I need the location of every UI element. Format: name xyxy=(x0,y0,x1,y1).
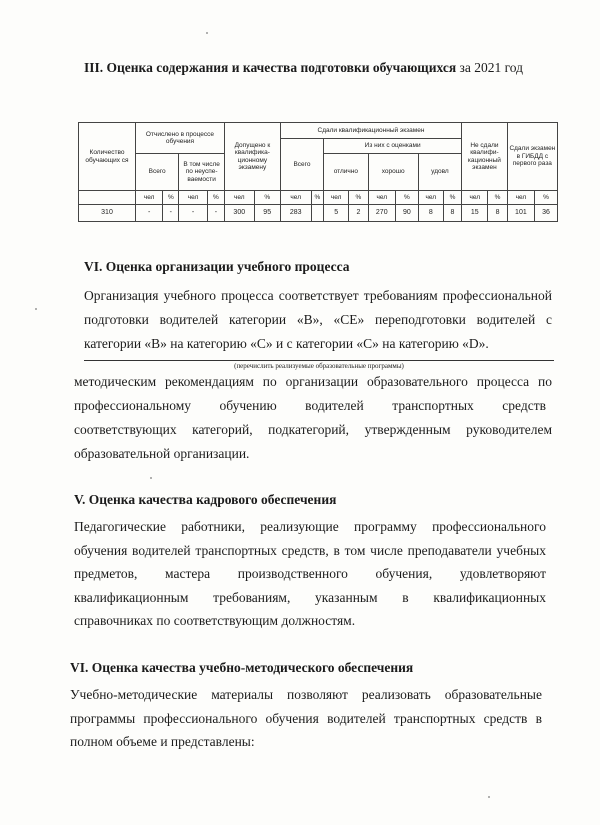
header-admitted: Допущено к квалифика-ционному экзамену xyxy=(224,123,280,191)
header-excellent: отлично xyxy=(324,154,368,191)
data-cell: 15 xyxy=(462,205,488,222)
section-method-line-1: Учебно-методические материалы позволяют реализовать образовательные xyxy=(70,687,542,702)
unit-cell: % xyxy=(395,191,418,205)
section-org-line-5: профессиональному обучению водителей транспортных средств xyxy=(74,398,546,413)
data-cell: - xyxy=(163,205,179,222)
exam-results-table xyxy=(78,122,558,222)
section-method-line-3: полном объеме и представлены: xyxy=(70,734,255,749)
data-cell: - xyxy=(207,205,224,222)
header-passed-total: Всего xyxy=(280,139,323,191)
unit-cell: чел xyxy=(324,191,349,205)
header-expelled-fail: В том числе по неуспе-ваемости xyxy=(179,154,225,191)
unit-cell: чел xyxy=(280,191,311,205)
table-data-row xyxy=(79,205,558,222)
section-staff-title: V. Оценка качества кадрового обеспечения xyxy=(74,492,337,507)
scan-speck xyxy=(488,796,490,798)
header-passed: Сдали квалификационный экзамен xyxy=(280,123,461,139)
table-header-row-1 xyxy=(79,123,558,139)
section-staff-line-3: предметов, мастера производственного обучения, удовлетворяют xyxy=(74,566,546,581)
section-staff-line-4: квалификационным требованиям, указанным в квалификационных xyxy=(74,590,546,605)
underline-rule xyxy=(84,360,554,361)
scan-speck xyxy=(150,477,152,479)
section-staff-line-2: обучения водителей транспортных средств, в том числе преподаватели учебных xyxy=(74,543,546,558)
data-cell: 8 xyxy=(488,205,507,222)
unit-cell: % xyxy=(163,191,179,205)
section-3-heading xyxy=(84,58,554,77)
data-cell: - xyxy=(136,205,163,222)
data-cell: 5 xyxy=(324,205,349,222)
unit-cell: чел xyxy=(136,191,163,205)
data-cell: 101 xyxy=(507,205,534,222)
header-expelled-total: Всего xyxy=(136,154,179,191)
unit-cell: чел xyxy=(507,191,534,205)
section-3-title: III. Оценка содержания и качества подготовки обучающихся xyxy=(84,60,457,75)
unit-cell: чел xyxy=(368,191,395,205)
section-method-title: VI. Оценка качества учебно-методического обеспечения xyxy=(70,660,414,675)
header-failed: Не сдали квалифи-кационный экзамен xyxy=(462,123,508,191)
scan-speck xyxy=(206,32,208,34)
section-org-line-3: категории «В» на категорию «С» и с категории «С» на категорию «D». xyxy=(84,336,489,351)
scan-speck xyxy=(35,308,37,310)
section-org-line-1: Организация учебного процесса соответствует требованиям профессиональной xyxy=(84,288,552,303)
data-cell: 90 xyxy=(395,205,418,222)
unit-cell: % xyxy=(488,191,507,205)
section-org-line-2: подготовки водителей категории «В», «СЕ» переподготовки водителей с xyxy=(84,312,552,327)
unit-cell: % xyxy=(311,191,324,205)
unit-cell: % xyxy=(254,191,280,205)
data-cell: 310 xyxy=(79,205,136,222)
programs-caption: (перечислить реализуемые образовательные программы) xyxy=(234,362,404,370)
unit-cell: чел xyxy=(462,191,488,205)
section-org-line-7: образовательной организации. xyxy=(74,446,250,461)
unit-cell xyxy=(79,191,136,205)
header-satisf: удовл xyxy=(418,154,461,191)
data-cell: - xyxy=(179,205,208,222)
data-cell: 95 xyxy=(254,205,280,222)
unit-cell: % xyxy=(349,191,368,205)
section-staff-line-1: Педагогические работники, реализующие программу профессионального xyxy=(74,519,546,534)
header-count: Количество обучающих ся xyxy=(79,123,136,191)
unit-cell: % xyxy=(207,191,224,205)
unit-cell: чел xyxy=(179,191,208,205)
section-org-title: VI. Оценка организации учебного процесса xyxy=(84,259,350,274)
data-cell: 8 xyxy=(418,205,443,222)
table-units-row xyxy=(79,191,558,205)
data-cell xyxy=(311,205,324,222)
unit-cell: чел xyxy=(418,191,443,205)
header-gibdd: Сдали экзамен в ГИБДД с первого раза xyxy=(507,123,557,191)
data-cell: 300 xyxy=(224,205,254,222)
section-org-line-4: методическим рекомендациям по организации образовательного процесса по xyxy=(74,374,552,389)
header-expelled: Отчислено в процессе обучения xyxy=(136,123,225,154)
data-cell: 8 xyxy=(443,205,461,222)
data-cell: 2 xyxy=(349,205,368,222)
data-cell: 36 xyxy=(535,205,558,222)
data-cell: 283 xyxy=(280,205,311,222)
section-3-title-tail: за 2021 год xyxy=(456,60,524,75)
header-good: хорошо xyxy=(368,154,418,191)
header-with-grades: Из них с оценками xyxy=(324,139,462,154)
data-cell: 270 xyxy=(368,205,395,222)
unit-cell: % xyxy=(535,191,558,205)
section-method-line-2: программы профессионального обучения водителей транспортных средств в xyxy=(70,711,542,726)
section-staff-line-5: справочниках по соответствующим должностям. xyxy=(74,613,356,628)
unit-cell: чел xyxy=(224,191,254,205)
section-org-line-6: соответствующих категорий, подкатегорий, утвержденным руководителем xyxy=(74,422,552,437)
unit-cell: % xyxy=(443,191,461,205)
